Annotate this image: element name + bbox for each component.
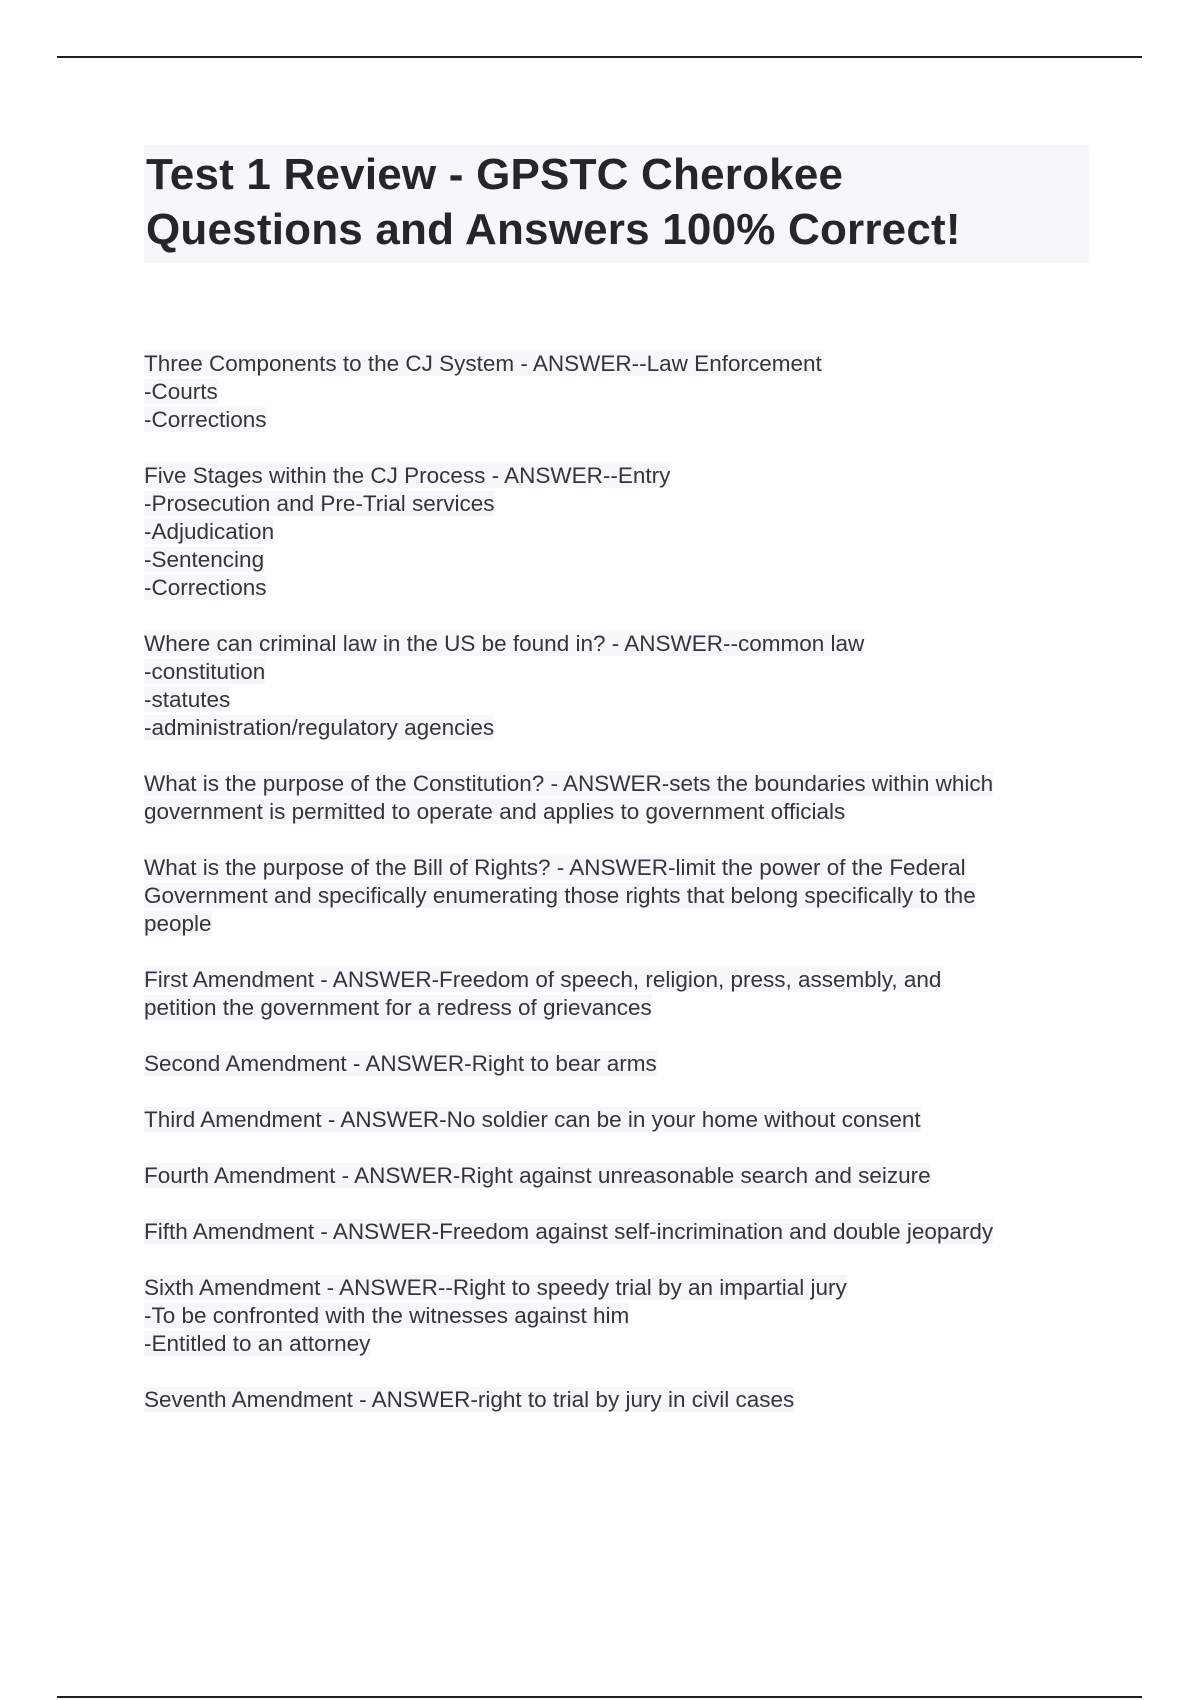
qa-line-text: Three Components to the CJ System - ANSWER--Law Enforcement [144, 351, 822, 376]
qa-line-text: -Corrections [144, 407, 267, 432]
title-line-1: Test 1 Review - GPSTC Cherokee [146, 150, 844, 199]
qa-question-line [144, 1050, 1089, 1078]
qa-item [144, 350, 1089, 434]
qa-question-line [144, 1162, 1089, 1190]
qa-answer-line [144, 882, 1089, 910]
qa-item [144, 1218, 1089, 1246]
qa-line-text: -Courts [144, 379, 218, 404]
qa-answer-line [144, 1330, 1089, 1358]
qa-item [144, 462, 1089, 602]
qa-item [144, 966, 1089, 1022]
qa-line-text: Five Stages within the CJ Process - ANSWER--Entry [144, 463, 671, 488]
qa-line-text: Third Amendment - ANSWER-No soldier can be in your home without consent [144, 1107, 921, 1132]
qa-item [144, 1050, 1089, 1078]
qa-answer-line [144, 714, 1089, 742]
qa-line-text: Government and specifically enumerating those rights that belong specifically to the [144, 883, 976, 908]
qa-answer-line [144, 574, 1089, 602]
qa-line-text: Where can criminal law in the US be found in? - ANSWER--common law [144, 631, 865, 656]
qa-answer-line [144, 378, 1089, 406]
qa-question-line [144, 630, 1089, 658]
page-title [144, 145, 1089, 263]
qa-item [144, 1386, 1089, 1414]
qa-line-text: -constitution [144, 659, 266, 684]
qa-line-text: Seventh Amendment - ANSWER-right to trial by jury in civil cases [144, 1387, 795, 1412]
qa-line-text: What is the purpose of the Constitution? - ANSWER-sets the boundaries within which [144, 771, 994, 796]
qa-item [144, 1106, 1089, 1134]
qa-question-line [144, 462, 1089, 490]
qa-question-line [144, 854, 1089, 882]
qa-item [144, 854, 1089, 938]
qa-answer-line [144, 798, 1089, 826]
qa-line-text: -Corrections [144, 575, 267, 600]
qa-question-line [144, 1386, 1089, 1414]
qa-question-line [144, 770, 1089, 798]
qa-line-text: Fourth Amendment - ANSWER-Right against unreasonable search and seizure [144, 1163, 931, 1188]
qa-answer-line [144, 546, 1089, 574]
top-rule [57, 56, 1142, 58]
qa-question-line [144, 1274, 1089, 1302]
qa-line-text: -Sentencing [144, 547, 265, 572]
qa-question-line [144, 350, 1089, 378]
qa-item [144, 1274, 1089, 1358]
qa-line-text: What is the purpose of the Bill of Rights? - ANSWER-limit the power of the Federal [144, 855, 966, 880]
qa-item [144, 630, 1089, 742]
qa-line-text: -To be confronted with the witnesses against him [144, 1303, 630, 1328]
qa-answer-line [144, 910, 1089, 938]
qa-line-text: -Entitled to an attorney [144, 1331, 371, 1356]
qa-line-text: people [144, 911, 212, 936]
title-line-2: Questions and Answers 100% Correct! [146, 205, 961, 254]
qa-line-text: Second Amendment - ANSWER-Right to bear arms [144, 1051, 657, 1076]
qa-line-text: Sixth Amendment - ANSWER--Right to speedy trial by an impartial jury [144, 1275, 847, 1300]
qa-line-text: Fifth Amendment - ANSWER-Freedom against self-incrimination and double jeopardy [144, 1219, 994, 1244]
qa-line-text: -Prosecution and Pre-Trial services [144, 491, 495, 516]
qa-line-text: petition the government for a redress of grievances [144, 995, 652, 1020]
qa-answer-line [144, 490, 1089, 518]
qa-answer-line [144, 658, 1089, 686]
qa-line-text: First Amendment - ANSWER-Freedom of speech, religion, press, assembly, and [144, 967, 942, 992]
qa-list [144, 350, 1089, 1414]
qa-question-line [144, 1106, 1089, 1134]
qa-question-line [144, 1218, 1089, 1246]
qa-answer-line [144, 518, 1089, 546]
qa-answer-line [144, 686, 1089, 714]
qa-answer-line [144, 1302, 1089, 1330]
qa-line-text: government is permitted to operate and applies to government officials [144, 799, 846, 824]
qa-line-text: -Adjudication [144, 519, 275, 544]
bottom-rule [57, 1696, 1142, 1698]
qa-question-line [144, 966, 1089, 994]
qa-answer-line [144, 406, 1089, 434]
qa-line-text: -statutes [144, 687, 231, 712]
qa-item [144, 1162, 1089, 1190]
qa-item [144, 770, 1089, 826]
document-page [144, 145, 1089, 1442]
qa-answer-line [144, 994, 1089, 1022]
qa-line-text: -administration/regulatory agencies [144, 715, 495, 740]
